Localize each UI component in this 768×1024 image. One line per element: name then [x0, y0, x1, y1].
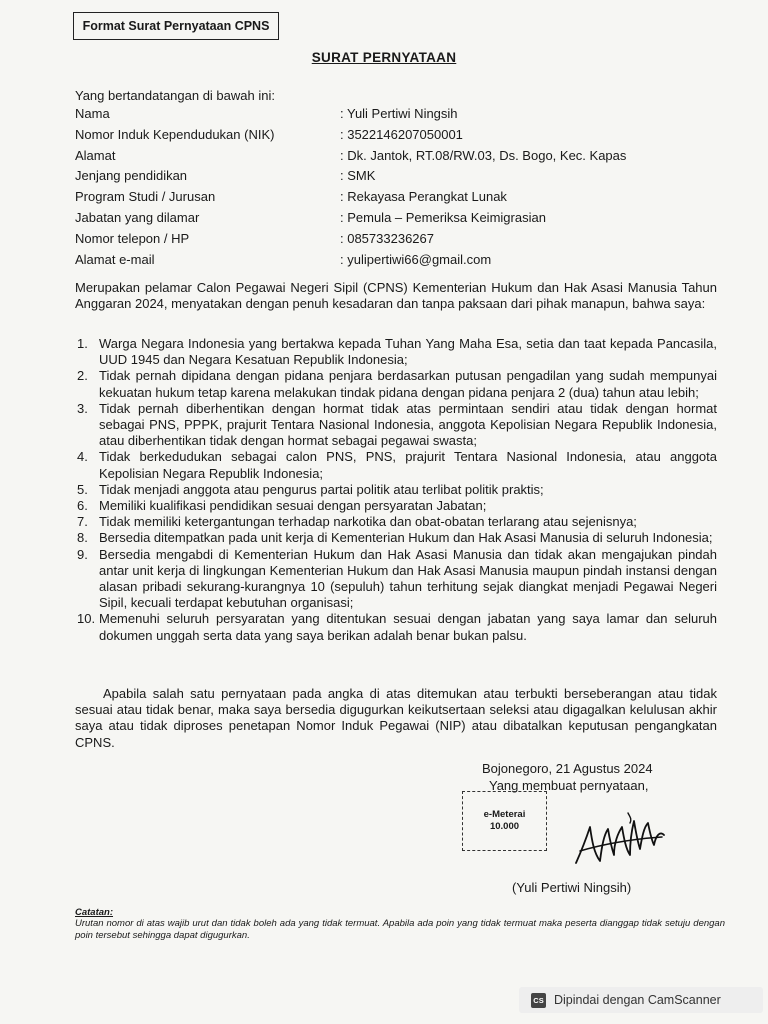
point-number: 1.: [77, 336, 88, 351]
identity-value: : Rekayasa Perangkat Lunak: [340, 189, 507, 205]
statement-paragraph: Merupakan pelamar Calon Pegawai Negeri Sipil (CPNS) Kementerian Hukum dan Hak Asasi Manusia Tahun Anggaran 2024, menyatakan dengan penuh kesadaran dan tanpa paksaan dari pihak manapun, bahwa saya:: [75, 280, 717, 312]
point-text: Memenuhi seluruh persyaratan yang ditentukan sesuai dengan jabatan yang saya lamar dan seluruh dokumen unggah serta data yang saya berikan adalah benar bukan palsu.: [99, 611, 717, 643]
note-title: Catatan:: [75, 907, 114, 918]
e-meterai-stamp: [462, 791, 547, 851]
point-text: Tidak pernah diberhentikan dengan hormat tidak atas permintaan sendiri atau tidak dengan hormat sebagai PNS, PPPK, prajurit Tentara Nasional Indonesia, anggota Kepolisian Negara Republik Indonesia, atau diberhentikan tidak dengan hormat sebagai pegawai swasta;: [99, 400, 717, 449]
identity-value: : SMK: [340, 168, 376, 184]
identity-label: Jabatan yang dilamar: [75, 209, 200, 225]
closing-paragraph: Apabila salah satu pernyataan pada angka di atas ditemukan atau terbukti berseberangan atau tidak sesuai atau tidak benar, maka saya bersedia digugurkan keikutsertaan seleksi atau digagalkan kelulusan akhir saya atau tidak diproses penetapan Nomor Induk Pegawai (NIP) atau dibatalkan keputusan pengangkatan CPNS.: [75, 686, 717, 750]
note-text: Urutan nomor di atas wajib urut dan tidak boleh ada yang tidak termuat. Apabila ada poin yang tidak termuat maka peserta dianggap tidak setuju dengan poin tersebut sehingga dapat digugurkan.: [75, 918, 725, 941]
point-number: 8.: [77, 530, 88, 546]
identity-row-major: [75, 189, 715, 210]
point-number: 9.: [77, 546, 88, 562]
identity-row-phone: [75, 231, 715, 252]
handwritten-signature: [570, 805, 670, 875]
identity-label: Alamat e-mail: [75, 251, 155, 267]
point-number: 4.: [77, 449, 88, 465]
identity-value: : 3522146207050001: [340, 126, 463, 142]
list-item: [75, 336, 717, 368]
identity-label: Alamat: [75, 147, 116, 163]
point-number: 7.: [77, 514, 88, 530]
point-number: 6.: [77, 498, 88, 514]
point-number: 3.: [77, 400, 88, 416]
stamp-line-1: e-Meterai: [483, 809, 526, 820]
identity-row-email: [75, 252, 715, 273]
identity-row-position: [75, 210, 715, 231]
identity-row-address: [75, 148, 715, 169]
stamp-line-2: 10.000: [489, 821, 520, 832]
identity-value: : Pemula – Pemeriksa Keimigrasian: [340, 209, 546, 225]
list-item: [75, 401, 717, 450]
signer-role: Yang membuat pernyataan,: [489, 778, 649, 793]
statement-points: [75, 336, 717, 644]
point-text: Bersedia mengabdi di Kementerian Hukum dan Hak Asasi Manusia dan tidak akan mengajukan pindah antar unit kerja di lingkungan Kementerian Hukum dan Hak Asasi Manusia maupun pindah instansi dengan alasan pribadi sekurang-kurangnya 10 (sepuluh) tahun terhitung sejak diangkat menjadi Pegawai Negeri Sipil, kecuali terdapat kebutuhan organisasi;: [99, 546, 717, 611]
identity-value: : 085733236267: [340, 230, 434, 246]
identity-row-name: [75, 106, 715, 127]
point-text: Tidak memiliki ketergantungan terhadap narkotika dan obat-obatan terlarang atau sejenisnya;: [99, 514, 637, 530]
identity-label: Nomor telepon / HP: [75, 230, 190, 246]
identity-row-education: [75, 168, 715, 189]
list-item: [75, 368, 717, 400]
document-title: SURAT PERNYATAAN: [311, 50, 457, 65]
identity-value: : Dk. Jantok, RT.08/RW.03, Ds. Bogo, Kec. Kapas: [340, 147, 627, 163]
identity-label: Nama: [75, 106, 110, 121]
identity-value: : Yuli Pertiwi Ningsih: [340, 106, 458, 121]
signer-name: (Yuli Pertiwi Ningsih): [512, 880, 632, 895]
point-number: 10.: [77, 611, 96, 627]
point-text: Memiliki kualifikasi pendidikan sesuai dengan persyaratan Jabatan;: [99, 498, 487, 514]
point-text: Bersedia ditempatkan pada unit kerja di Kementerian Hukum dan Hak Asasi Manusia di seluruh Indonesia;: [99, 530, 713, 546]
point-number: 5.: [77, 481, 88, 497]
camscanner-logo-icon: CS: [531, 993, 546, 1008]
point-text: Tidak pernah dipidana dengan pidana penjara berdasarkan putusan pengadilan yang sudah mempunyai kekuatan hukum tetap karena melakukan tindak pidana dengan pidana penjara 2 (dua) tahun atau lebih;: [99, 368, 717, 400]
camscanner-watermark: [519, 987, 763, 1013]
watermark-text: Dipindai dengan CamScanner: [554, 993, 721, 1007]
list-item: [75, 547, 717, 612]
identity-label: Nomor Induk Kependudukan (NIK): [75, 126, 275, 142]
point-text: Tidak menjadi anggota atau pengurus partai politik atau terlibat politik praktis;: [99, 481, 544, 497]
point-number: 2.: [77, 368, 88, 384]
format-label-box: [73, 12, 279, 40]
identity-table: [75, 106, 715, 272]
list-item: [75, 611, 717, 643]
signature-header: [482, 760, 653, 794]
format-label: Format Surat Pernyataan CPNS: [82, 19, 270, 33]
identity-row-nik: [75, 127, 715, 148]
intro-text: Yang bertandatangan di bawah ini:: [75, 88, 275, 103]
list-item: [75, 530, 717, 546]
list-item: [75, 482, 717, 498]
identity-label: Jenjang pendidikan: [75, 168, 188, 184]
identity-label: Program Studi / Jurusan: [75, 189, 216, 205]
point-text: Tidak berkedudukan sebagai calon PNS, PNS, prajurit Tentara Nasional Indonesia, atau anggota Kepolisian Negara Republik Indonesia;: [99, 449, 717, 481]
point-text: Warga Negara Indonesia yang bertakwa kepada Tuhan Yang Maha Esa, setia dan taat kepada Pancasila, UUD 1945 dan Negara Kesatuan Republik Indonesia;: [99, 336, 717, 368]
list-item: [75, 514, 717, 530]
identity-value: : yulipertiwi66@gmail.com: [340, 251, 492, 267]
list-item: [75, 498, 717, 514]
place-date: Bojonegoro, 21 Agustus 2024: [482, 761, 653, 776]
list-item: [75, 449, 717, 481]
